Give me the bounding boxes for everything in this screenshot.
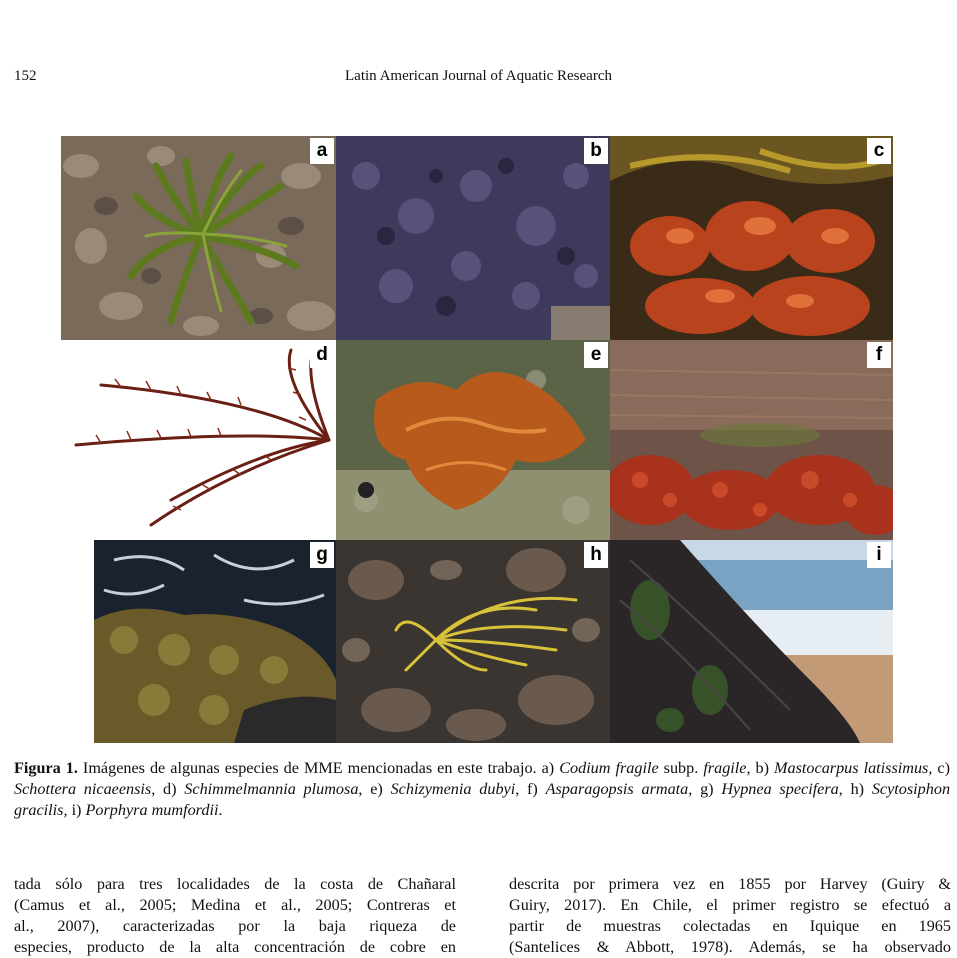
species-name: fragile (703, 759, 747, 777)
figure-panel-e (336, 340, 610, 540)
scytosiphon-photo-icon (336, 540, 610, 743)
caption-text: i) (67, 801, 86, 819)
species-name: Schizymenia dubyi (390, 780, 516, 798)
figure-panel-h (336, 540, 610, 743)
body-line: Guiry, 2017). En Chile, el primer registro se efectuó a (509, 896, 951, 914)
body-column-left (14, 874, 456, 958)
panel-label: e (584, 342, 608, 368)
mastocarpus-photo-icon (336, 136, 610, 340)
caption-text: . (218, 801, 223, 819)
body-line: tada sólo para tres localidades de la costa de Chañaral (14, 875, 456, 893)
figure-panel-a (61, 136, 336, 340)
schimmelmannia-photo-icon (61, 340, 336, 540)
body-column-right (509, 874, 951, 958)
body-line: partir de muestras colectadas en Iquique en 1965 (509, 917, 951, 935)
panel-label: c (867, 138, 891, 164)
species-name: Hypnea specifera (721, 780, 839, 798)
body-line: al., 2007), caracterizadas por la baja riqueza de (14, 917, 456, 935)
panel-label: i (867, 542, 891, 568)
caption-text: , f) (515, 780, 546, 798)
body-line: descrita por primera vez en 1855 por Harvey (Guiry & (509, 875, 951, 893)
figure-panel-g (94, 540, 336, 743)
body-line: especies, producto de la alta concentración de cobre en (14, 938, 456, 956)
body-line: (Santelices & Abbott, 1978). Además, se ha observado (509, 938, 951, 956)
schottera-photo-icon (610, 136, 893, 340)
species-name: Porphyra mumfordii (85, 801, 219, 819)
figure-panel-i (610, 540, 893, 743)
caption-text: , d) (151, 780, 185, 798)
panel-label: f (867, 342, 891, 368)
species-name: Asparagopsis armata (545, 780, 689, 798)
caption-text: , g) (688, 780, 722, 798)
panel-label: h (584, 542, 608, 568)
figure-panel-b (336, 136, 610, 340)
caption-text: , b) (746, 759, 775, 777)
codium-photo-icon (61, 136, 336, 340)
figure-panel-c (610, 136, 893, 340)
panel-label: a (310, 138, 334, 164)
species-name: Schimmelmannia plumosa (184, 780, 359, 798)
porphyra-photo-icon (610, 540, 893, 743)
figure-caption (14, 758, 950, 821)
panel-label: b (584, 138, 608, 164)
figure-panel-f (610, 340, 893, 540)
asparagopsis-photo-icon (610, 340, 893, 540)
schizymenia-photo-icon (336, 340, 610, 540)
figure-panel-d (61, 340, 336, 540)
species-name: Scytosiphon gracilis, (14, 780, 951, 819)
caption-lead: Figura 1. (14, 759, 78, 777)
species-name: Mastocarpus latissimus (774, 759, 929, 777)
species-name: Schottera nicaeensis (14, 780, 152, 798)
caption-text: , h) (838, 780, 872, 798)
panel-label: g (310, 542, 334, 568)
page-number: 152 (14, 68, 37, 84)
caption-text: , c) (928, 759, 950, 777)
panel-label: d (310, 342, 334, 368)
running-head: Latin American Journal of Aquatic Research (345, 68, 612, 84)
caption-text: , e) (358, 780, 391, 798)
body-line: (Camus et al., 2005; Medina et al., 2005; Contreras et (14, 896, 456, 914)
caption-text: subp. (658, 759, 704, 777)
caption-text: Imágenes de algunas especies de MME mencionadas en este trabajo. a) (77, 759, 560, 777)
hypnea-photo-icon (94, 540, 336, 743)
species-name: Codium fragile (559, 759, 659, 777)
